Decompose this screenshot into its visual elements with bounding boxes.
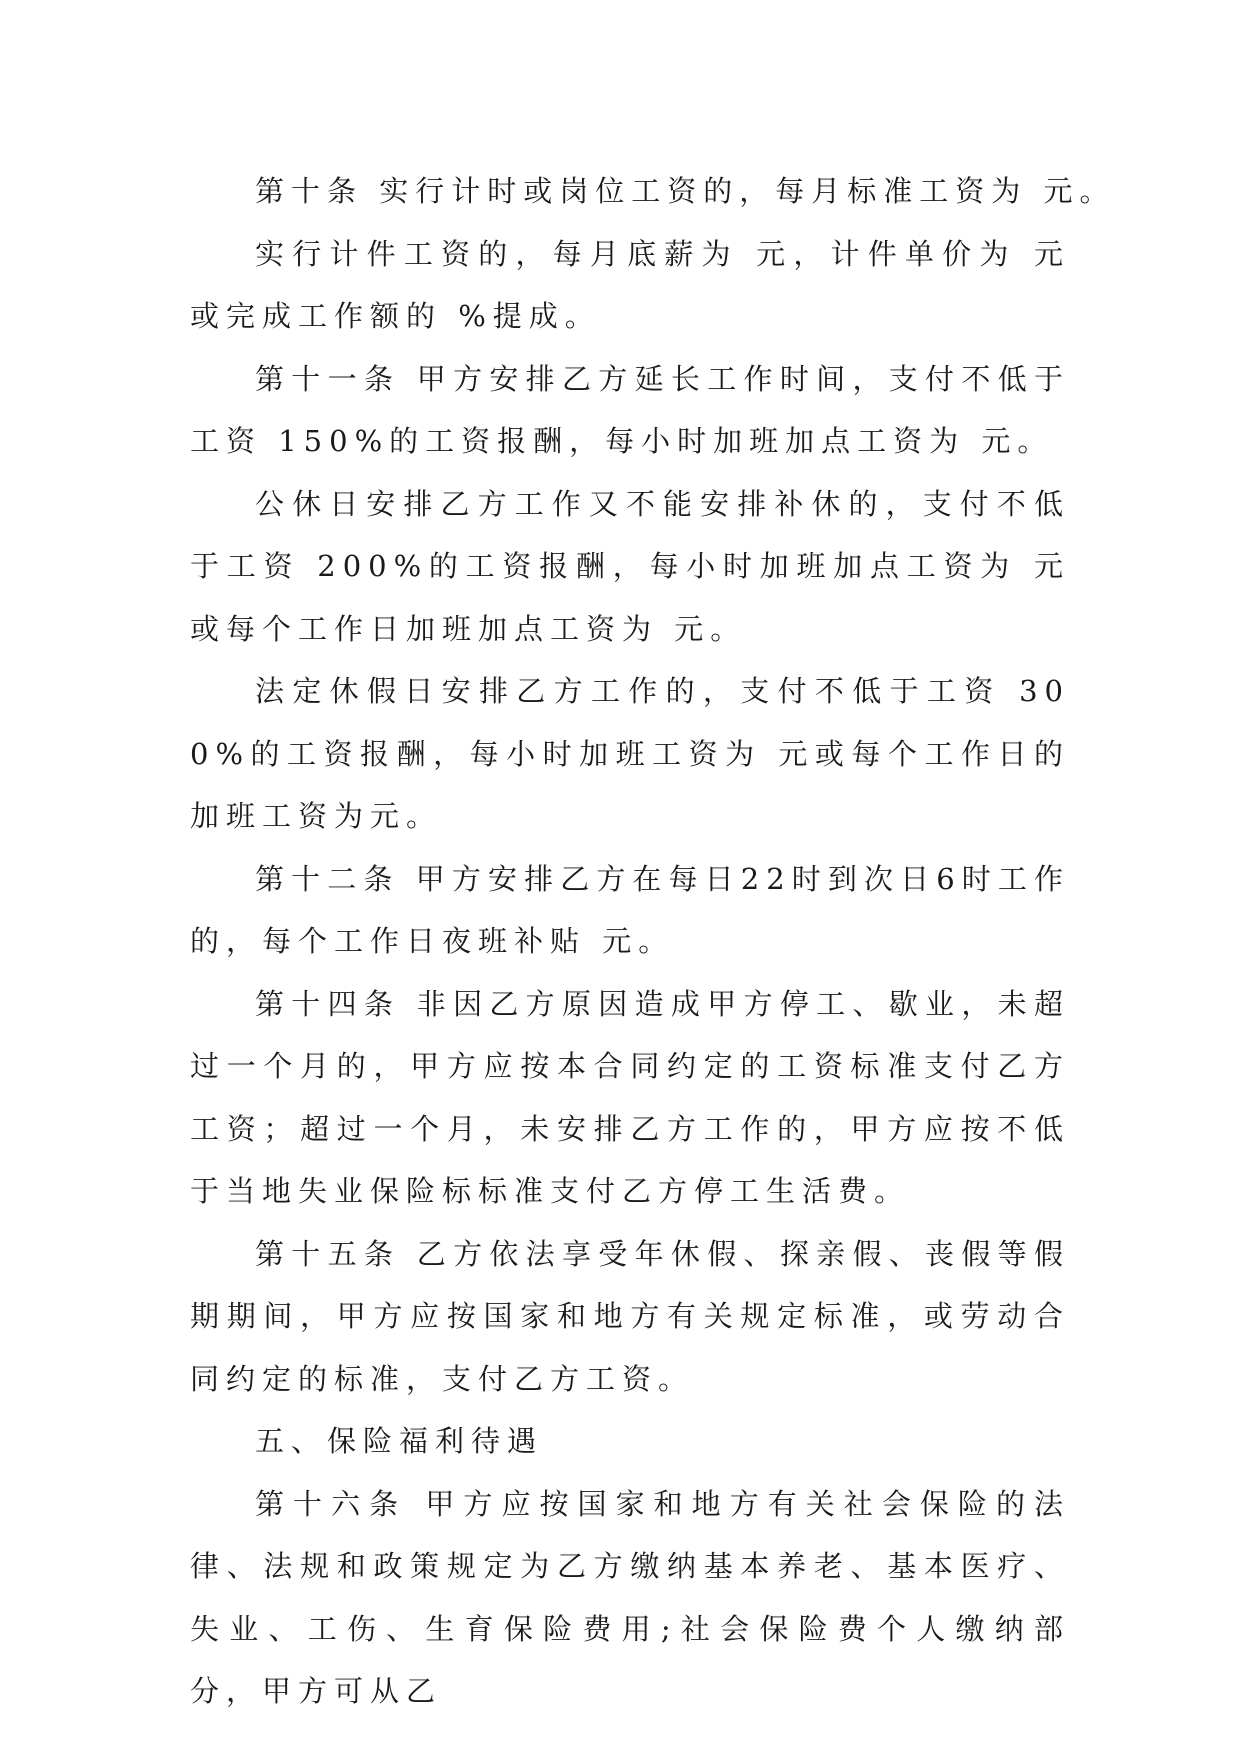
paragraph-piecework-wage: 实行计件工资的，每月底薪为 元，计件单价为 元或完成工作额的 %提成。 (190, 236, 1070, 333)
paragraph-article-11: 第十一条 甲方安排乙方延长工作时间，支付不低于工资 150%的工资报酬，每小时加班加点工资为 元。 (190, 361, 1070, 458)
paragraph-article-15: 第十五条 乙方依法享受年休假、探亲假、丧假等假期期间，甲方应按国家和地方有关规定标准，或劳动合同约定的标准，支付乙方工资。 (190, 1236, 1070, 1396)
paragraph-article-14: 第十四条 非因乙方原因造成甲方停工、歇业，未超过一个月的，甲方应按本合同约定的工资标准支付乙方工资；超过一个月，未安排乙方工作的，甲方应按不低于当地失业保险标标准支付乙方停工生活费。 (190, 986, 1070, 1208)
paragraph-rest-day-overtime: 公休日安排乙方工作又不能安排补休的，支付不低于工资 200%的工资报酬，每小时加班加点工资为 元或每个工作日加班加点工资为 元。 (190, 486, 1070, 646)
paragraph-holiday-overtime: 法定休假日安排乙方工作的，支付不低于工资 300%的工资报酬，每小时加班工资为 元或每个工作日的加班工资为元。 (190, 674, 1070, 833)
paragraph-article-12: 第十二条 甲方安排乙方在每日22时到次日6时工作的，每个工作日夜班补贴 元。 (190, 861, 1070, 958)
document-body (190, 160, 1116, 1723)
section-heading-insurance: 五、保险福利待遇 (255, 1424, 544, 1458)
paragraph-article-16: 第十六条 甲方应按国家和地方有关社会保险的法律、法规和政策规定为乙方缴纳基本养老、基本医疗、失业、工伤、生育保险费用;社会保险费个人缴纳部分，甲方可从乙 (190, 1486, 1070, 1708)
paragraph-article-10: 第十条 实行计时或岗位工资的，每月标准工资为 元。 (255, 174, 1116, 208)
